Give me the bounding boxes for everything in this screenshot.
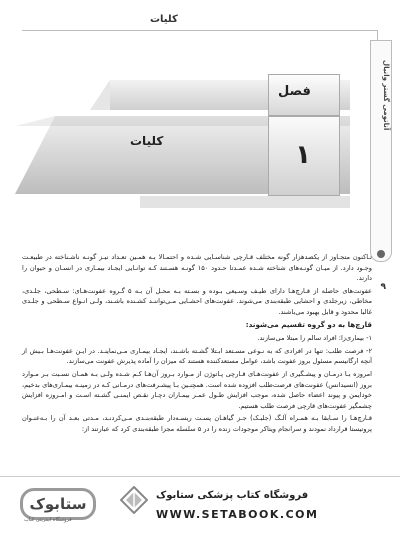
side-tab-dot: [377, 250, 385, 258]
page-header-title: کلیات: [150, 14, 178, 25]
setabook-logo: [20, 484, 102, 528]
chapter-banner: [0, 74, 350, 224]
chapter-label: فصل: [278, 84, 311, 99]
banner-fold: [90, 80, 110, 110]
header-rule-corner: [377, 30, 378, 40]
logo-text: ستابوک: [20, 488, 96, 520]
chapter-number: ۱: [295, 140, 311, 170]
list-item: ۱- بیماری‌زا: افراد سالم را مبتلا می‌سازند.: [257, 334, 372, 343]
footer-url[interactable]: WWW.SETABOOK.COM: [156, 508, 319, 521]
side-tab-label: آناتومی گستر وانیال: [382, 60, 390, 131]
chapter-title: کلیات: [130, 134, 164, 148]
list-item: ۲- فرصت طلب: تنها در افرادی که به نـوعی مسـتعد ابـتلا گشـته باشـند، ایجـاد بیمـاری مـی‌نماینـد. در ایـن عفونت‌هـا بـیش از آنچه ارگانیسم مسئول بروز عفونت باشد، عوامل مستعدکننده هستند که میزان را آماده پذیرش عفونت می‌سازند.: [22, 346, 372, 366]
footer-rule: [0, 476, 400, 477]
book-emblem-icon: [120, 486, 148, 514]
logo-subtitle: فروشگاه اینترنتی کتاب: [24, 517, 72, 523]
footer-title: فروشگاه کتاب پزشکی ستابوک: [156, 490, 309, 501]
banner-bottom-band: [140, 196, 350, 208]
paragraph: تـاکنون متجـاوز از یکصدهزار گونه مختلف قـارچی شناسـایی شـده و احتمـالا بـه همـین تعـداد نیـز گونـه ناشـناخته در طبیعـت وجـود دارد. از میـان گونـه‌های شناخته شـده عمـدتا حـدود ۱۵۰ گونـه هسـتند کـه توانـایی ایجـاد بیمـاری در انسـان و حیوان را دارند.: [22, 253, 372, 283]
paragraph: عفونت‌های حاصله از قـارچ‌هـا دارای طیـف وسـیعی بـوده و بسـته بـه محـل آن بـه ۵ گـروه عفونت‌هـای: سـطحی، جلـدی، مخاطی، زیرجلدی و احشایی طبقه‌بندی می‌شوند. عفونت‌های احشـایی مـی‌تواننـد کشـنده باشـند، ولـی انـواع سـطحی و جلـدی غالبا محدود و قابل بهبود می‌باشند.: [22, 286, 372, 316]
body-text: [22, 252, 372, 437]
subheading: قارچ‌ها به دو گروه تقسیم می‌شوند:: [245, 319, 372, 329]
paragraph: قـارچ‌هـا را سـابقا بـه همـراه آلـگ (جلبـک) جـز گیاهـان پسـت ریسـه‌دار طبقه‌بنـدی مـی‌کردنـد، مـدتی بعـد آن را بـه‌عنـوان پروتیستا قرارداد نمودند و سرانجام ویتاکر موجودات زنده را در ۵ سلسله مجزا طبقه‌بندی کرد که عبارتند از:: [22, 414, 372, 433]
page-number: ۹: [380, 282, 386, 292]
header-rule: [22, 30, 378, 31]
paragraph: امروزه بـا درمـان و پیشـگیری از عفونت‌هـای قـارچی پـاتوژن از مـوارد بـروز آن‌هـا کـم شـده ولـی بـه همـان نسـبت بـر مـوارد بروز (انسیدانس) عفونت‌های فرصت‌طلب افزوده شده است. همچنـین بـا پیشـرفت‌های درمـانی کـه در زمینـه بیمـاری‌های بدخیم، خودایمن و پیوند اعضاء حاصل شده، موجب افزایش طـول عمـر بیمـاران دچـار نقـص ایمنـی گشـته اسـت و امـروزه افزایش چشمگیر عفونت‌های قارچی فرصت طلب هستیم.: [22, 369, 372, 410]
